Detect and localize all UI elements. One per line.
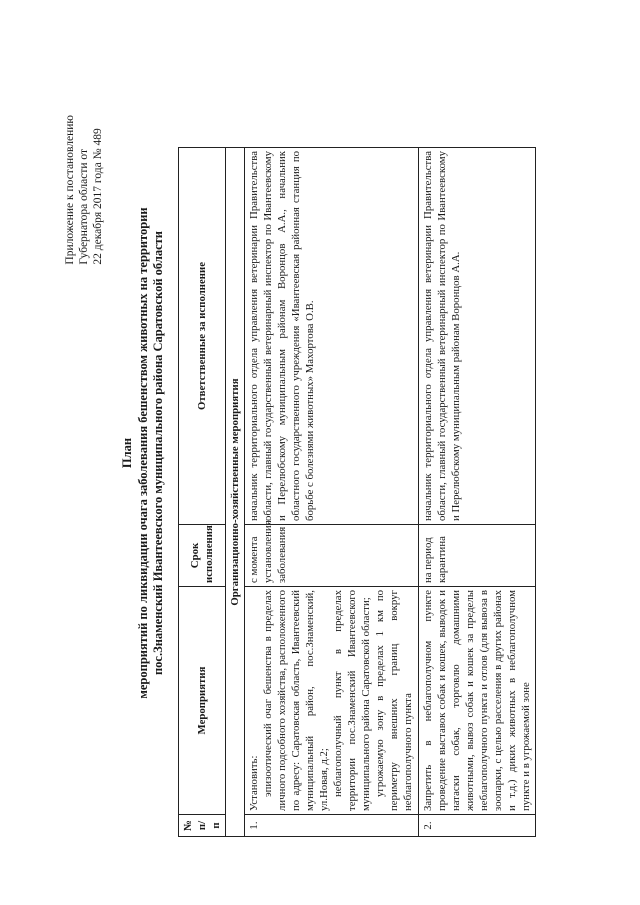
row-1-num: 1. <box>245 814 418 836</box>
title-line-1: План <box>120 437 134 468</box>
row-2-measure: Запретить в неблагополучном пункте проведение выставок собак и кошек, выводок и натаски собак, торговлю домашними животными, вывоз собак и кошек за пределы неблагополучного пункта и отлов (для вывоза в зоопарки, с целью расселения в других районах и т.д.) диких животных в неблагополучном пункте и в угрожаемой зоне <box>418 586 535 814</box>
document-title <box>120 23 167 883</box>
header-term: Срок исполнения <box>179 524 226 586</box>
section-row <box>226 147 245 836</box>
row-2-responsible: начальник территориального отдела управления ветеринарии Правительства области, главный государственный ветеринарный инспектор по Ивантеевскому и Перелюбскому муниципальным районам Воронцов А.А. <box>418 147 535 524</box>
row-1-responsible: начальник территориального отдела управления ветеринарии Правительства области, главный государственный ветеринарный инспектор по Ивантеевскому и Перелюбскому муниципальным районам Воронцов А.А., начальник областного государственного учреждения «Ивантеевская районная станция по борьбе с болезнями животных» Махортова О.В. <box>245 147 418 524</box>
table-row <box>245 147 418 836</box>
appendix-line-3: 22 декабря 2017 года № 489 <box>91 127 104 265</box>
title-line-2: мероприятий по ликвидации очага заболевания бешенством животных на территории <box>135 206 150 699</box>
row-1-measure-p1: эпизоотический очаг бешенства в пределах личного подсобного хозяйства, расположенного по адресу: Саратовская область, Ивантеевский муниципальный район, пос.Знаменский, ул.Новая, д.2; <box>262 589 331 811</box>
title-line-3: пос.Знаменский Ивантеевского муниципального района Саратовской области <box>151 230 166 675</box>
appendix-note <box>64 115 105 265</box>
appendix-line-1: Приложение к постановлению <box>64 114 76 265</box>
header-num: № п/п <box>179 814 226 836</box>
row-1-measure-p2: неблагополучный пункт в пределах территории пос.Знаменский Ивантеевского муниципального района Саратовской области; <box>332 589 373 811</box>
row-2-term: на период карантина <box>418 524 535 586</box>
row-1-measure-p3: угрожаемую зону в пределах 1 км по периметру внешних границ вокруг неблагополучного пункта <box>374 589 415 811</box>
plan-table <box>178 147 536 837</box>
table-header-row <box>179 147 226 836</box>
row-1-measure-intro: Установить: <box>248 755 261 811</box>
table-row <box>418 147 535 836</box>
section-title: Организационно-хозяйственные мероприятия <box>226 147 245 836</box>
row-2-num: 2. <box>418 814 535 836</box>
document-page <box>50 23 590 883</box>
row-1-term: с момента установления заболевания <box>245 524 418 586</box>
appendix-line-2: Губернатора области от <box>77 148 90 265</box>
row-1-measure <box>245 586 418 814</box>
header-responsible: Ответственные за исполнение <box>179 147 226 524</box>
header-measures: Мероприятия <box>179 586 226 814</box>
